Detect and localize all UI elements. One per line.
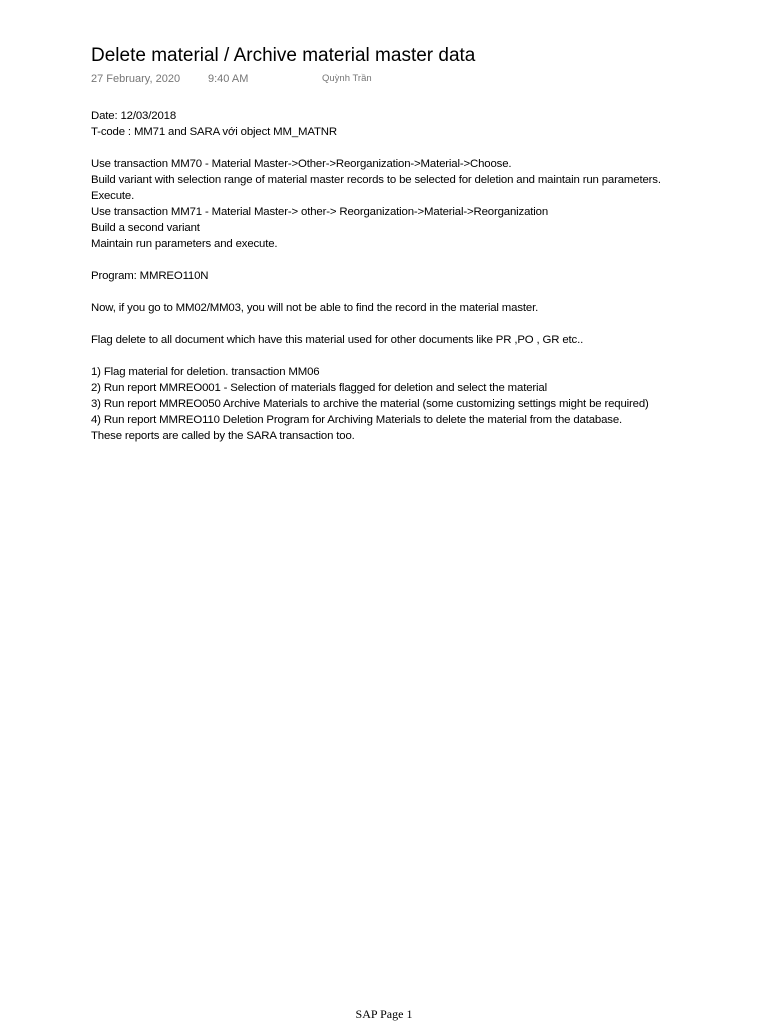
instruction-line: Use transaction MM71 - Material Master-> other-> Reorganization->Material->Reorganization [91, 206, 549, 218]
page-title: Delete material / Archive material master data [91, 45, 476, 66]
blank-line [91, 252, 763, 268]
blank-line [91, 348, 763, 364]
date-line: Date: 12/03/2018 [91, 110, 176, 122]
blank-line [91, 316, 763, 332]
note-body [91, 108, 763, 444]
instruction-line: Use transaction MM70 - Material Master->Other->Reorganization->Material->Choose. [91, 158, 512, 170]
flag-delete-line: Flag delete to all document which have this material used for other documents like PR ,PO , GR etc.. [91, 334, 584, 346]
blank-line [91, 284, 763, 300]
step-line: 3) Run report MMREO050 Archive Materials to archive the material (some customizing settings might be required) [91, 398, 649, 410]
note-date: 27 February, 2020 [91, 73, 181, 85]
instruction-line: Execute. [91, 190, 135, 202]
blank-line [91, 140, 763, 156]
instruction-line: Maintain run parameters and execute. [91, 238, 278, 250]
note-author: Quỳnh Trần [322, 73, 372, 84]
instruction-line: Build a second variant [91, 222, 200, 234]
note-time: 9:40 AM [208, 73, 249, 85]
step-line: 2) Run report MMREO001 - Selection of materials flagged for deletion and select the material [91, 382, 547, 394]
step-line: 4) Run report MMREO110 Deletion Program for Archiving Materials to delete the material from the database. [91, 414, 623, 426]
instruction-line: Build variant with selection range of material master records to be selected for deletion and maintain run parameters. [91, 174, 661, 186]
program-line: Program: MMREO110N [91, 270, 209, 282]
page-footer: SAP Page 1 [355, 1007, 413, 1021]
tcode-line: T-code : MM71 and SARA với object MM_MATNR [91, 126, 337, 138]
step-line: 1) Flag material for deletion. transaction MM06 [91, 366, 320, 378]
mm02-line: Now, if you go to MM02/MM03, you will not be able to find the record in the material master. [91, 302, 539, 314]
step-line: These reports are called by the SARA transaction too. [91, 430, 355, 442]
